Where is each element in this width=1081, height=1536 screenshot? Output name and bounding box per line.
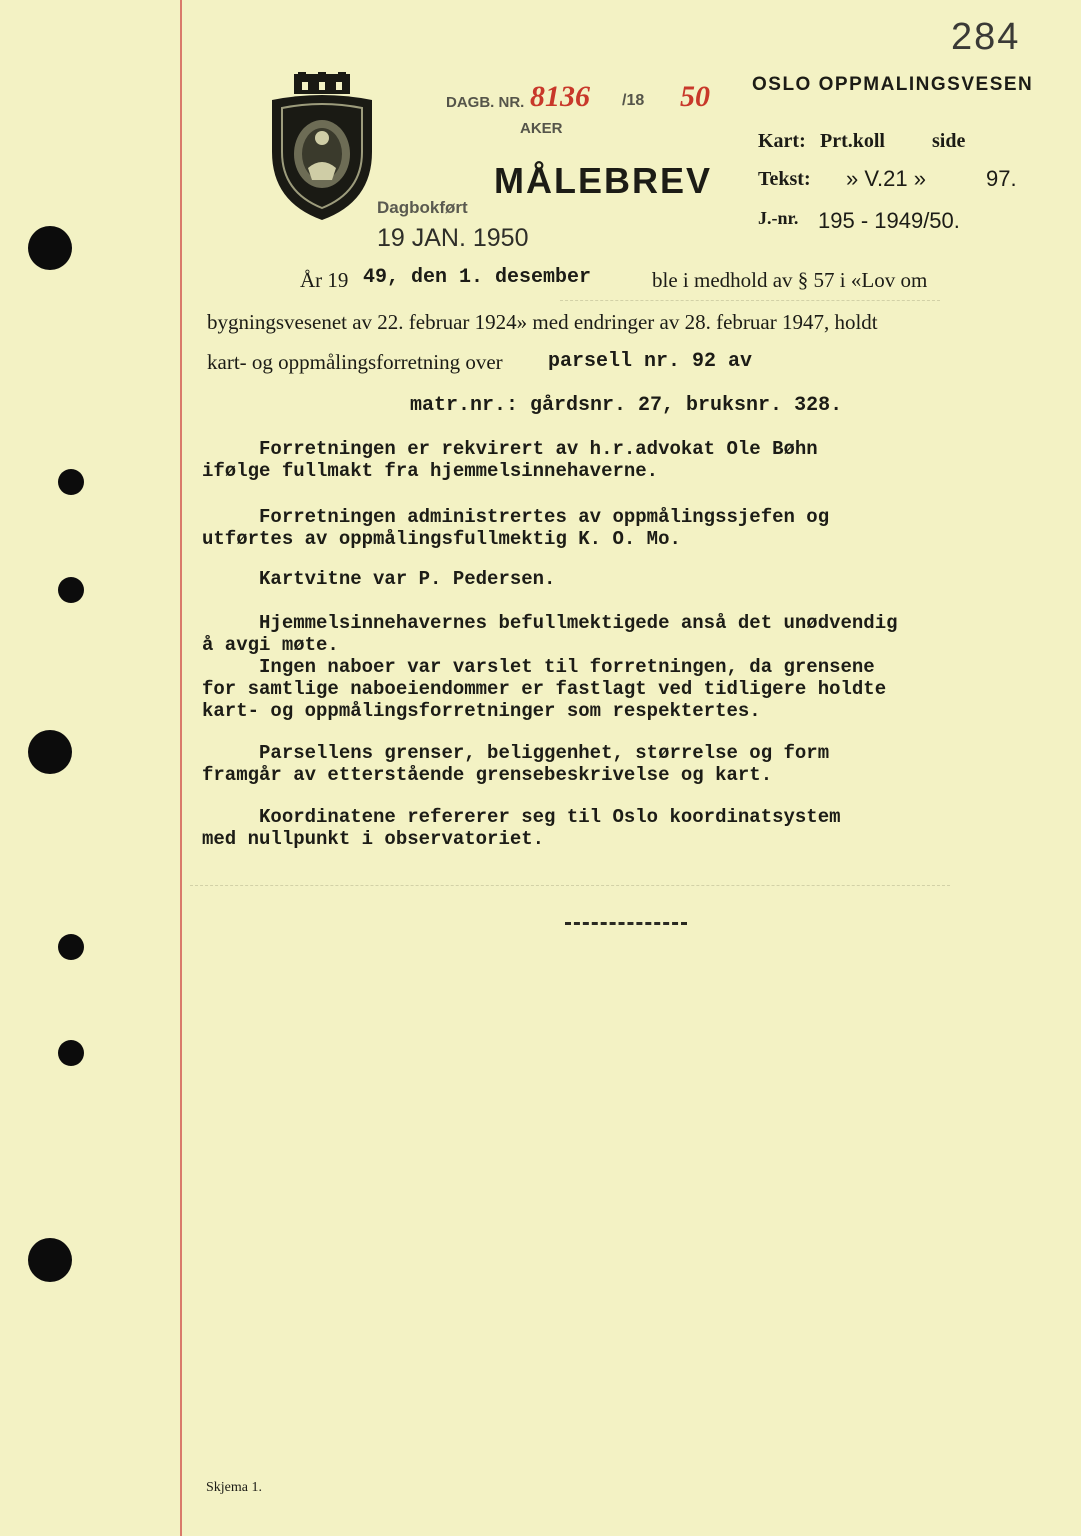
tekst-label: Tekst:	[758, 168, 811, 190]
dagb-handwritten-number: 8136	[530, 80, 590, 113]
body-line: Hjemmelsinnehavernes befullmektigede anså det unødvendig	[202, 612, 898, 634]
body-line: med nullpunkt i observatoriet.	[202, 828, 545, 850]
dagb-year: 50	[680, 80, 710, 113]
intro-year-prefix: År 19	[300, 268, 349, 292]
dagb-label: DAGB. NR.	[446, 94, 525, 111]
margin-line	[180, 0, 182, 1536]
punch-hole	[58, 469, 84, 495]
intro-parcel: parsell nr. 92 av	[548, 350, 753, 373]
dagbokfort-stamp: Dagbokført	[377, 198, 468, 217]
stamp-date: 19 JAN. 1950	[377, 224, 529, 252]
kart-value: Prt.koll	[820, 130, 885, 152]
body-line: ifølge fullmakt fra hjemmelsinnehaverne.	[202, 460, 659, 482]
agency-name: OSLO OPPMALINGSVESEN	[752, 74, 1034, 95]
intro-line1-tail: ble i medhold av § 57 i «Lov om	[652, 268, 928, 292]
tekst-value: » V.21 »	[846, 166, 926, 191]
punch-hole	[28, 226, 72, 270]
punch-hole	[28, 730, 72, 774]
kart-label: Kart:	[758, 130, 806, 152]
body-line: utførtes av oppmålingsfullmektig K. O. Mo.	[202, 528, 681, 550]
punch-hole	[58, 934, 84, 960]
jnr-value: 195 - 1949/50.	[818, 208, 960, 233]
intro-date: 49, den 1. desember	[363, 266, 592, 289]
body-line: Parsellens grenser, beliggenhet, størrelse og form	[202, 742, 830, 764]
body-line: for samtlige naboeiendommer er fastlagt ved tidligere holdte	[202, 678, 887, 700]
punch-hole	[58, 577, 84, 603]
body-line: å avgi møte.	[202, 634, 339, 656]
bleed-through-line	[190, 885, 950, 886]
intro-line2: bygningsvesenet av 22. februar 1924» med endringer av 28. februar 1947, holdt	[207, 310, 878, 334]
intro-matrikkel: matr.nr.: gårdsnr. 27, bruksnr. 328.	[410, 394, 843, 417]
punch-hole	[58, 1040, 84, 1066]
body-line: framgår av etterstående grensebeskrivelse og kart.	[202, 764, 773, 786]
body-line: Forretningen er rekvirert av h.r.advokat Ole Bøhn	[202, 438, 818, 460]
intro-line3: kart- og oppmålingsforretning over	[207, 350, 503, 374]
body-line: Kartvitne var P. Pedersen.	[202, 568, 556, 590]
form-footer: Skjema 1.	[206, 1480, 262, 1495]
jnr-label: J.-nr.	[758, 208, 799, 228]
body-line: kart- og oppmålingsforretninger som respektertes.	[202, 700, 761, 722]
body-line: Ingen naboer var varslet til forretningen, da grensene	[202, 656, 875, 678]
side-label: side	[932, 130, 966, 152]
bleed-through-line	[560, 300, 940, 301]
separator-line	[565, 922, 687, 925]
punch-hole	[28, 1238, 72, 1282]
tekst-side: 97.	[986, 166, 1017, 191]
body-line: Forretningen administrertes av oppmålingssjefen og	[202, 506, 830, 528]
body-line: Koordinatene refererer seg til Oslo koordinatsystem	[202, 806, 841, 828]
page-number: 284	[951, 16, 1021, 58]
district-label: AKER	[520, 120, 563, 137]
dagb-suffix: /18	[622, 92, 645, 109]
city-crest-logo	[262, 72, 382, 222]
document-title: MÅLEBREV	[494, 160, 713, 201]
